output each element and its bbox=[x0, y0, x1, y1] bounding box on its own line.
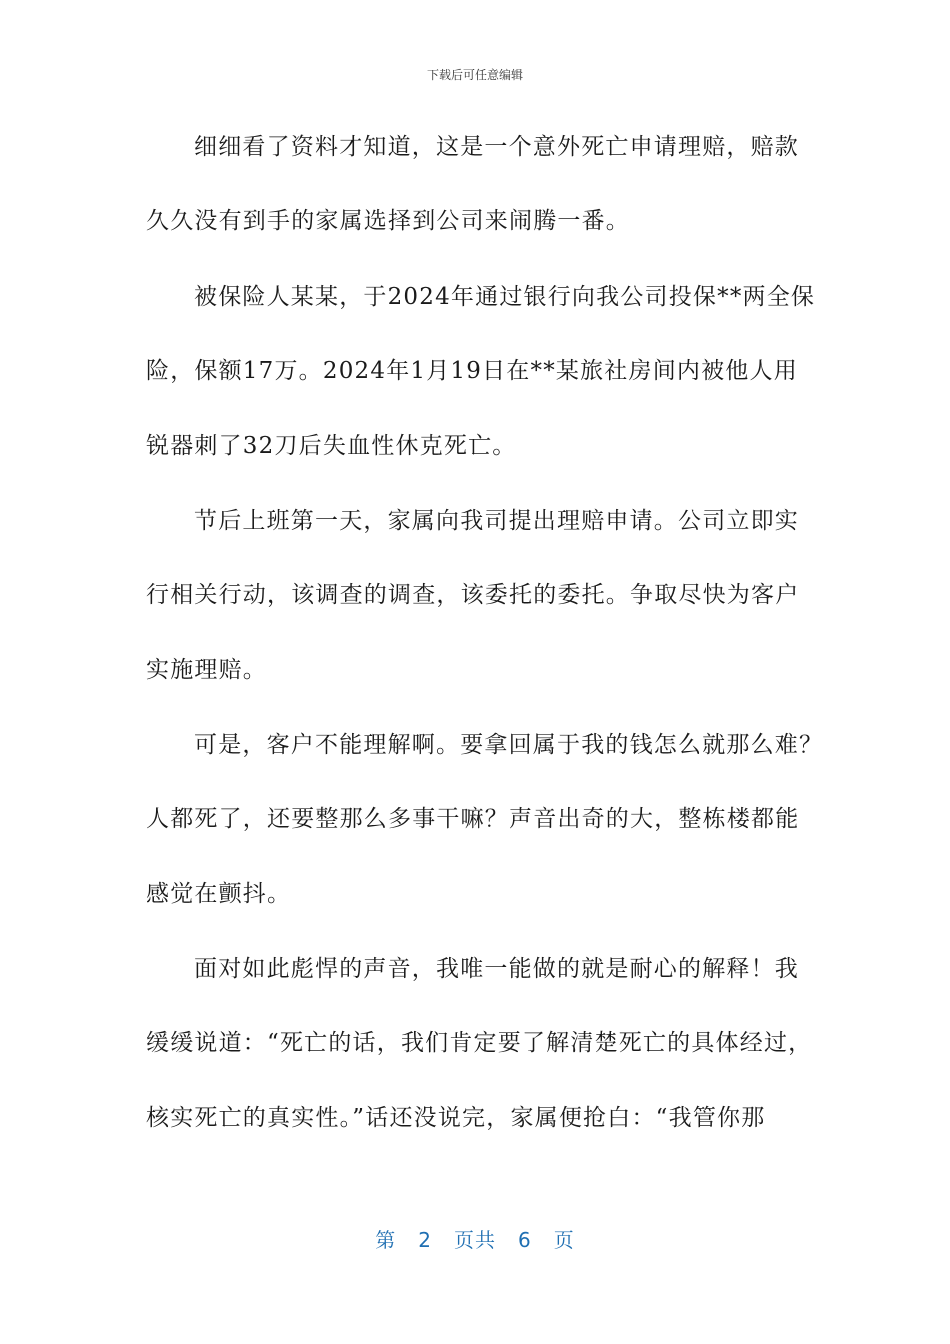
paragraph-2-line-1: 被保险人某某，于2024年通过银行向我公司投保**两全保 bbox=[194, 284, 816, 310]
page-header: 下载后可任意编辑 bbox=[426, 68, 523, 82]
paragraph-3-line-2: 行相关行动，该调查的调查，该委托的委托。争取尽快为客户 bbox=[146, 582, 800, 608]
paragraph-5-line-2: 缓缓说道：“死亡的话，我们肯定要了解清楚死亡的具体经过， bbox=[146, 1030, 813, 1056]
footer-current-page: 2 bbox=[418, 1228, 432, 1252]
footer-suffix: 页 bbox=[553, 1228, 575, 1252]
footer-middle: 页共 bbox=[454, 1228, 496, 1252]
paragraph-4-line-3: 感觉在颤抖。 bbox=[146, 881, 292, 907]
footer-total-pages: 6 bbox=[518, 1228, 532, 1252]
paragraph-4-line-1: 可是，客户不能理解啊。要拿回属于我的钱怎么就那么难？ bbox=[194, 732, 824, 758]
paragraph-1-line-1: 细细看了资料才知道，这是一个意外死亡申请理赔，赔款 bbox=[194, 134, 799, 160]
paragraph-2-line-2: 险，保额17万。2024年1月19日在**某旅社房间内被他人用 bbox=[146, 358, 798, 384]
page-footer bbox=[0, 1224, 950, 1253]
footer-prefix: 第 bbox=[375, 1228, 397, 1252]
paragraph-4-line-2: 人都死了，还要整那么多事干嘛？声音出奇的大，整栋楼都能 bbox=[146, 806, 800, 832]
paragraph-5-line-3: 核实死亡的真实性。”话还没说完，家属便抢白：“我管你那 bbox=[146, 1105, 766, 1131]
paragraph-3-line-1: 节后上班第一天，家属向我司提出理赔申请。公司立即实 bbox=[194, 508, 799, 534]
paragraph-2-line-3: 锐器刺了32刀后失血性休克死亡。 bbox=[146, 433, 517, 459]
paragraph-1-line-2: 久久没有到手的家属选择到公司来闹腾一番。 bbox=[146, 208, 630, 234]
paragraph-5-line-1: 面对如此彪悍的声音，我唯一能做的就是耐心的解释！我 bbox=[194, 956, 799, 982]
paragraph-3-line-3: 实施理赔。 bbox=[146, 657, 267, 683]
